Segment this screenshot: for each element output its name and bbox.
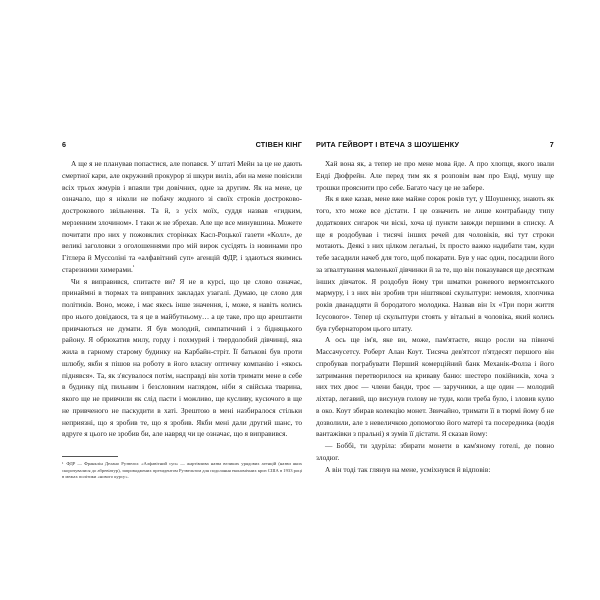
left-page-body: [62, 158, 302, 440]
right-page-body: [316, 158, 554, 475]
left-page-header: [62, 140, 302, 150]
footnote-reference: ¹: [132, 265, 135, 271]
right-paragraph-5: А він тоді так глянув на мене, усміхнувся й відповів:: [325, 464, 491, 474]
left-page: [62, 0, 302, 600]
right-paragraph-4: — Боббі, ти здуріла: збирати монети в кам'яному готелі, де повно злодюг.: [316, 441, 554, 462]
right-paragraph-3: А ось ще ім'я, яке ви, може, пам'ятаєте, якщо росли на півночі Массачусетсу. Роберт Алан Коут. Тисяча дев'ятсот п'ятдесят першого він спробував пограбувати Перший комерційний банк Механік-Фолза і його затримання перетворилося на криваву баню: шестеро покійників, хоча з них тих двоє — члени банди, троє — заручники, а ще один — молодий ліхтар, легавий, що висунув голову не туди, коли треба було, і зловив кулю в око. Коут збирав колекцію монет. Звичайно, тримати її в тюрмі йому б не дозволили, але з невеличкою допомогою його матері та посередника (водія вантажівки з пральні) я зумів її дістати. Я сказав йому:: [316, 335, 554, 439]
right-page-header: [316, 140, 554, 150]
footnote-divider: [62, 456, 118, 457]
left-page-number: 6: [62, 140, 67, 149]
footnote-mark: ¹: [62, 461, 64, 466]
left-paragraph-1: А ще я не планував попастися, але попався. У штаті Мейн за це не дають смертної кари, але окружний прокурор зі шкури виліз, аби на мене повісили всіх трьох жмурів і впаяли три довічних, одне за другим. Як на мене, це означало, що я ніколи не побачу жодного зі своїх строків достроково-дострокового звільнення. Та й, з усіх моїх, суддя назвав «гидким, мерзенним злочином». І таки ж не збрехав. Але ще все минувшина. Можете почитати про них у пожовклих сторінках Касл-Роцької газети «Колл», де великі заголовки з оголошеннями про мій вирок сусідять із новинами про Гітлера й Муссоліні та «алфавітний суп» агенцій ФДР, і здаються якимись старезними химерами.$^{^1}$: [62, 159, 302, 274]
left-running-head: СТІВЕН КІНГ: [255, 140, 302, 149]
right-running-head: РИТА ГЕЙВОРТ І ВТЕЧА З ШОУШЕНКУ: [316, 140, 460, 149]
right-paragraph-1: Хай вона як, а тепер не про мене мова йде. А про хлопця, якого звали Енді Дюфрейн. Але перед тим як я розповім вам про Енді, мушу ще трошки прояснити про себе. Багато часу це не забере.: [316, 159, 554, 192]
right-paragraph-2: Як я вже казав, мене вже майже сорок років тут, у Шоушенку, знають як того, хто може все дістати. І це означить не лише контрабанду типу додаткових сигарок чи віскі, хоча ці пункти завжди першими в списку. А ще я роздобував і тисячі інших речей для чоловіків, які тут строки мотають. Деякі з них цілком легальні, їх просто важко надибати там, куди тебе засадили начеб для того, щоб покарати. Був у нас один, посадили його за зґвалтування маленької дівчинки й за те, що він показувався ще десяткам інших дівчаток. Я роздобув йому три шматки рожевого вермонтського мармуру, і з них він зробив три ніштякові скульптури: немовля, хлопчика років дванадцяти й бородатого молодика. Назвав він їх «Три пори життя Ісусового». Тепер ці скульптури стоять у вітальні в чоловіка, який колись був губернатором цього штату.: [316, 194, 554, 333]
left-paragraph-2: Чи я виправився, спитаєте ви? Я не в курсі, що це слово означає, принаймні в тюрмах та виправних закладах узагалі. Думаю, це слово для політиків. Воно, може, і має якесь інше значення, і, може, я навіть колись про нього довідаюся, та я це в майбутньому… а це таке, про що арештанти привчаються не думати. Я був молодий, симпатичний і з бідняцького району. Я обрюхатив милу, горду і похмурий і твердолобий дівчинці, яка жила в гарному старому будинку на Карбайн-стріт. Її батькові був проти шлюбу, якби я пішов на роботу в його власну оптичну компанію і «якось піднявся». Та, як з'ясувалося потім, насправді він хотів тримати мене в себе в будинку під пильним і безсловним наглядом, ніби я свійська тварина, якого ще не привчили як слід пасти і можливо, ще кусливу, кусючого в ще не привченого не паскудити в хаті. Зрештою в мені назбиралося стільки неприязні, що я зробив те, що я зробив. Якби мені дали другий шанс, то вдруге я цього не зробив би, але навряд чи це означає, що я виправився.: [62, 276, 302, 439]
footnote-text: ФДР — Франклін Делано Рузвельт. «Алфавітний суп» — жартівлива назва великих урядових агенцій (назви яких скорочувалися до абревіатур), запроваджених президентом Рузвельтом для подолання економічних криз США в 1933 році в межах політики «нового курсу».: [62, 461, 302, 480]
right-page: [316, 0, 554, 600]
footnote: [62, 461, 302, 481]
right-page-number: 7: [549, 140, 554, 149]
